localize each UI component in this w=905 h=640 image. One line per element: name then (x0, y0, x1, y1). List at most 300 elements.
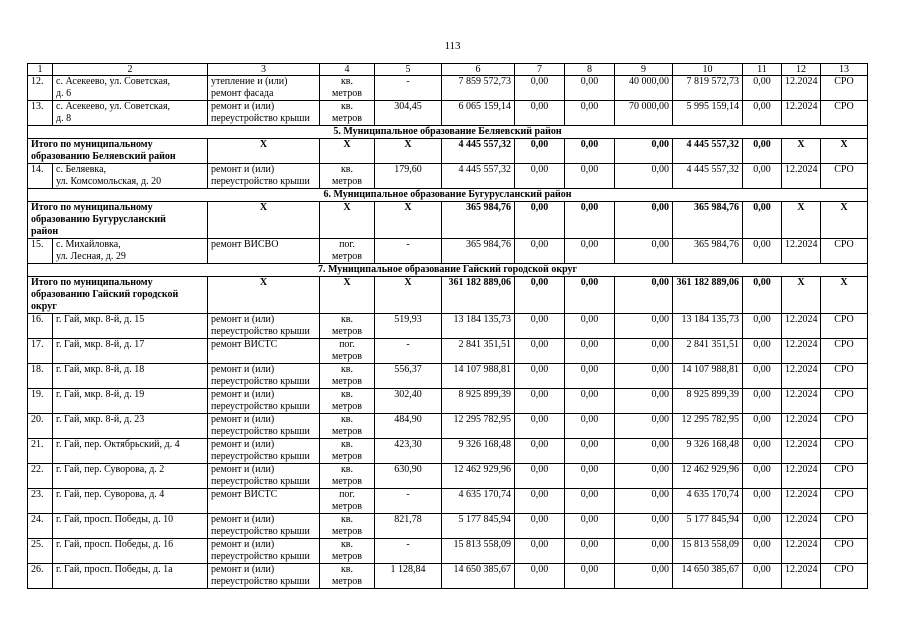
address (53, 76, 208, 101)
row-number: 25. (28, 539, 53, 564)
work-type (208, 489, 320, 514)
section-title: 7. Муниципальное образование Гайский городской округ (28, 264, 868, 277)
address (53, 339, 208, 364)
address-line: г. Гай, пер. Суворова, д. 4 (56, 489, 165, 500)
row-number: 12. (28, 76, 53, 101)
contractor: СРО (821, 239, 868, 264)
address-line: г. Гай, мкр. 8-й, д. 19 (56, 389, 145, 400)
cost-total: 4 445 557,32 (442, 164, 515, 189)
unit-line: кв. (340, 164, 354, 175)
unit (320, 364, 375, 389)
subtotal-row (28, 139, 868, 164)
cell-col5: Х (375, 277, 442, 314)
row-number: 17. (28, 339, 53, 364)
cell-col7: 0,00 (515, 164, 565, 189)
unit-line: кв. (340, 364, 354, 375)
work-type-line: ремонт и (или) (211, 464, 275, 475)
table-row (28, 514, 868, 539)
work-type-line: ремонт и (или) (211, 314, 275, 325)
column-number: 5 (375, 64, 442, 76)
column-number: 10 (673, 64, 743, 76)
work-type-line: переустройство крыши (211, 113, 310, 124)
section-title: 5. Муниципальное образование Беляевский район (28, 126, 868, 139)
cost-total: 5 177 845,94 (442, 514, 515, 539)
cell-col3: Х (208, 277, 320, 314)
cost-total: 12 295 782,95 (442, 414, 515, 439)
cell-col8: 0,00 (565, 239, 615, 264)
unit (320, 439, 375, 464)
cell-col9: 0,00 (615, 277, 673, 314)
work-type-line: переустройство крыши (211, 576, 310, 587)
row-number: 14. (28, 164, 53, 189)
contractor: СРО (821, 564, 868, 589)
address (53, 439, 208, 464)
unit (320, 514, 375, 539)
work-type-line: утепление и (или) (211, 76, 288, 87)
cell-col7: 0,00 (515, 202, 565, 239)
cell-col9: 0,00 (615, 202, 673, 239)
column-number: 11 (743, 64, 782, 76)
completion-date: 12.2024 (782, 539, 821, 564)
cell-col12: Х (782, 139, 821, 164)
unit-line: кв. (340, 539, 354, 550)
unit-line: кв. (340, 464, 354, 475)
cell-col9: 0,00 (615, 139, 673, 164)
unit-line: метров (332, 401, 362, 412)
unit (320, 564, 375, 589)
address-line: ул. Лесная, д. 29 (56, 251, 126, 262)
unit-line: кв. (340, 439, 354, 450)
row-number: 24. (28, 514, 53, 539)
cell-col7: 0,00 (515, 364, 565, 389)
column-number: 6 (442, 64, 515, 76)
cell-col9: 0,00 (615, 439, 673, 464)
unit (320, 239, 375, 264)
cell-col8: 0,00 (565, 339, 615, 364)
address (53, 564, 208, 589)
work-type-line: переустройство крыши (211, 426, 310, 437)
work-type (208, 339, 320, 364)
cell-col11: 0,00 (743, 439, 782, 464)
address-line: г. Гай, пер. Октябрьский, д. 4 (56, 439, 180, 450)
work-type-line: ремонт ВИСТС (211, 489, 278, 500)
row-number: 16. (28, 314, 53, 339)
cost-total: 365 984,76 (442, 239, 515, 264)
table-row (28, 389, 868, 414)
address-line: с. Михайловка, (56, 239, 121, 250)
cell-col10: 361 182 889,06 (673, 277, 743, 314)
address (53, 489, 208, 514)
work-type (208, 364, 320, 389)
cell-col11: 0,00 (743, 239, 782, 264)
section-heading-row (28, 264, 868, 277)
contractor: СРО (821, 76, 868, 101)
row-number: 18. (28, 364, 53, 389)
address-line: г. Гай, мкр. 8-й, д. 18 (56, 364, 145, 375)
cell-col7: 0,00 (515, 389, 565, 414)
address-line: г. Гай, мкр. 8-й, д. 17 (56, 339, 145, 350)
cell-col11: 0,00 (743, 139, 782, 164)
address-line: г. Гай, просп. Победы, д. 10 (56, 514, 174, 525)
unit-line: метров (332, 88, 362, 99)
address-line: г. Гай, пер. Суворова, д. 2 (56, 464, 165, 475)
cell-col9: 40 000,00 (615, 76, 673, 101)
cell-col10: 14 650 385,67 (673, 564, 743, 589)
area: 519,93 (375, 314, 442, 339)
cell-col11: 0,00 (743, 164, 782, 189)
completion-date: 12.2024 (782, 564, 821, 589)
cell-col12: Х (782, 202, 821, 239)
unit-line: метров (332, 113, 362, 124)
cell-col9: 0,00 (615, 314, 673, 339)
work-type-line: ремонт и (или) (211, 164, 275, 175)
cell-col8: 0,00 (565, 539, 615, 564)
address-line: д. 6 (56, 88, 72, 99)
contractor: СРО (821, 514, 868, 539)
cell-col7: 0,00 (515, 514, 565, 539)
cell-col3: Х (208, 202, 320, 239)
cell-col11: 0,00 (743, 464, 782, 489)
cost-total: 7 859 572,73 (442, 76, 515, 101)
unit (320, 489, 375, 514)
unit-line: кв. (340, 389, 354, 400)
cell-col10: 5 177 845,94 (673, 514, 743, 539)
area: 556,37 (375, 364, 442, 389)
cell-col7: 0,00 (515, 339, 565, 364)
unit-line: метров (332, 526, 362, 537)
subtotal-row (28, 277, 868, 314)
cell-col10: 14 107 988,81 (673, 364, 743, 389)
table-row (28, 101, 868, 126)
work-type-line: ремонт и (или) (211, 514, 275, 525)
completion-date: 12.2024 (782, 76, 821, 101)
contractor: СРО (821, 389, 868, 414)
unit-line: метров (332, 576, 362, 587)
address (53, 164, 208, 189)
subtotal-label-line: округ (31, 301, 57, 312)
unit-line: пог. (339, 489, 355, 500)
table-row (28, 564, 868, 589)
cell-col7: 0,00 (515, 277, 565, 314)
cell-col10: 7 819 572,73 (673, 76, 743, 101)
work-type (208, 439, 320, 464)
unit-line: пог. (339, 339, 355, 350)
work-type-line: переустройство крыши (211, 451, 310, 462)
work-type-line: переустройство крыши (211, 551, 310, 562)
work-type (208, 539, 320, 564)
row-number: 21. (28, 439, 53, 464)
completion-date: 12.2024 (782, 439, 821, 464)
cell-col8: 0,00 (565, 76, 615, 101)
cost-total: 13 184 135,73 (442, 314, 515, 339)
cell-col8: 0,00 (565, 101, 615, 126)
cost-total: 15 813 558,09 (442, 539, 515, 564)
work-type-line: переустройство крыши (211, 376, 310, 387)
area: - (375, 239, 442, 264)
unit (320, 101, 375, 126)
work-type (208, 314, 320, 339)
cell-col9: 0,00 (615, 339, 673, 364)
row-number: 22. (28, 464, 53, 489)
cell-col11: 0,00 (743, 314, 782, 339)
contractor: СРО (821, 364, 868, 389)
unit-line: кв. (340, 514, 354, 525)
unit-line: метров (332, 501, 362, 512)
subtotal-label-line: образованию Гайский городской (31, 289, 179, 300)
cell-total: 361 182 889,06 (442, 277, 515, 314)
cell-col7: 0,00 (515, 539, 565, 564)
work-type-line: ремонт и (или) (211, 539, 275, 550)
area: - (375, 489, 442, 514)
table-row (28, 414, 868, 439)
work-type-line: переустройство крыши (211, 401, 310, 412)
cell-total: 4 445 557,32 (442, 139, 515, 164)
completion-date: 12.2024 (782, 339, 821, 364)
cost-total: 14 650 385,67 (442, 564, 515, 589)
completion-date: 12.2024 (782, 389, 821, 414)
unit (320, 389, 375, 414)
cell-col7: 0,00 (515, 564, 565, 589)
work-type (208, 239, 320, 264)
cell-col11: 0,00 (743, 539, 782, 564)
row-number: 13. (28, 101, 53, 126)
completion-date: 12.2024 (782, 489, 821, 514)
work-type-line: ремонт и (или) (211, 414, 275, 425)
section-heading-row (28, 189, 868, 202)
address (53, 314, 208, 339)
cell-col9: 0,00 (615, 389, 673, 414)
cell-col12: Х (782, 277, 821, 314)
cell-col3: Х (208, 139, 320, 164)
cell-col10: 8 925 899,39 (673, 389, 743, 414)
work-type (208, 414, 320, 439)
work-type-line: переустройство крыши (211, 326, 310, 337)
unit-line: кв. (340, 101, 354, 112)
cell-col10: 9 326 168,48 (673, 439, 743, 464)
table-row (28, 339, 868, 364)
unit (320, 539, 375, 564)
unit-line: кв. (340, 314, 354, 325)
work-type-line: ремонт и (или) (211, 364, 275, 375)
row-number: 20. (28, 414, 53, 439)
cost-total: 12 462 929,96 (442, 464, 515, 489)
work-type-line: переустройство крыши (211, 476, 310, 487)
cell-col7: 0,00 (515, 464, 565, 489)
table-row (28, 489, 868, 514)
address-line: с. Асекеево, ул. Советская, (56, 101, 171, 112)
cell-col10: 15 813 558,09 (673, 539, 743, 564)
unit-line: кв. (340, 414, 354, 425)
cell-col8: 0,00 (565, 489, 615, 514)
cell-col11: 0,00 (743, 101, 782, 126)
cell-col13: Х (821, 139, 868, 164)
completion-date: 12.2024 (782, 514, 821, 539)
cell-col8: 0,00 (565, 514, 615, 539)
cell-col9: 0,00 (615, 364, 673, 389)
cell-col10: 365 984,76 (673, 202, 743, 239)
table-row (28, 164, 868, 189)
area: 302,40 (375, 389, 442, 414)
cell-col9: 0,00 (615, 414, 673, 439)
contractor: СРО (821, 489, 868, 514)
cell-col9: 0,00 (615, 464, 673, 489)
cell-col7: 0,00 (515, 101, 565, 126)
table-row (28, 239, 868, 264)
cell-col9: 0,00 (615, 514, 673, 539)
address (53, 389, 208, 414)
row-number: 26. (28, 564, 53, 589)
unit-line: метров (332, 376, 362, 387)
work-type-line: ремонт и (или) (211, 439, 275, 450)
subtotal-label (28, 277, 208, 314)
work-type-line: ремонт ВИСВО (211, 239, 279, 250)
area: 630,90 (375, 464, 442, 489)
cell-col8: 0,00 (565, 277, 615, 314)
cell-col7: 0,00 (515, 139, 565, 164)
work-type (208, 464, 320, 489)
unit-line: метров (332, 251, 362, 262)
table-row (28, 464, 868, 489)
address-line: с. Беляевка, (56, 164, 107, 175)
subtotal-row (28, 202, 868, 239)
address-line: г. Гай, просп. Победы, д. 1а (56, 564, 173, 575)
cell-col8: 0,00 (565, 564, 615, 589)
contractor: СРО (821, 314, 868, 339)
unit-line: метров (332, 476, 362, 487)
address (53, 514, 208, 539)
area: 304,45 (375, 101, 442, 126)
section-title: 6. Муниципальное образование Бугурусланский район (28, 189, 868, 202)
cell-col10: 13 184 135,73 (673, 314, 743, 339)
work-type (208, 164, 320, 189)
unit-line: метров (332, 426, 362, 437)
address-line: д. 8 (56, 113, 72, 124)
unit-line: метров (332, 326, 362, 337)
column-number: 12 (782, 64, 821, 76)
cost-total: 8 925 899,39 (442, 389, 515, 414)
unit (320, 414, 375, 439)
completion-date: 12.2024 (782, 239, 821, 264)
column-number: 4 (320, 64, 375, 76)
subtotal-label-line: Итого по муниципальному (31, 139, 153, 150)
cell-col8: 0,00 (565, 464, 615, 489)
subtotal-label (28, 202, 208, 239)
subtotal-label-line: район (31, 226, 59, 237)
unit-line: метров (332, 551, 362, 562)
work-type-line: переустройство крыши (211, 526, 310, 537)
unit-line: пог. (339, 239, 355, 250)
work-type-line: ремонт ВИСТС (211, 339, 278, 350)
address (53, 539, 208, 564)
table-row (28, 364, 868, 389)
cell-col11: 0,00 (743, 414, 782, 439)
cell-col10: 4 445 557,32 (673, 164, 743, 189)
cell-col11: 0,00 (743, 389, 782, 414)
work-type-line: ремонт и (или) (211, 389, 275, 400)
cell-col13: Х (821, 277, 868, 314)
work-type (208, 389, 320, 414)
contractor: СРО (821, 539, 868, 564)
address (53, 464, 208, 489)
unit (320, 314, 375, 339)
contractor: СРО (821, 414, 868, 439)
cell-col4: Х (320, 202, 375, 239)
column-number: 1 (28, 64, 53, 76)
cell-col8: 0,00 (565, 314, 615, 339)
cell-col7: 0,00 (515, 439, 565, 464)
unit-line: кв. (340, 76, 354, 87)
cell-col11: 0,00 (743, 514, 782, 539)
cell-col10: 5 995 159,14 (673, 101, 743, 126)
unit-line: кв. (340, 564, 354, 575)
cell-col8: 0,00 (565, 364, 615, 389)
area: 821,78 (375, 514, 442, 539)
cell-col9: 0,00 (615, 164, 673, 189)
completion-date: 12.2024 (782, 101, 821, 126)
unit (320, 76, 375, 101)
subtotal-label (28, 139, 208, 164)
section-heading-row (28, 126, 868, 139)
cell-col7: 0,00 (515, 314, 565, 339)
completion-date: 12.2024 (782, 464, 821, 489)
cell-col5: Х (375, 202, 442, 239)
row-number: 15. (28, 239, 53, 264)
address (53, 239, 208, 264)
cell-col7: 0,00 (515, 239, 565, 264)
cell-col13: Х (821, 202, 868, 239)
completion-date: 12.2024 (782, 364, 821, 389)
cell-col7: 0,00 (515, 489, 565, 514)
address (53, 364, 208, 389)
address-line: г. Гай, мкр. 8-й, д. 15 (56, 314, 145, 325)
work-type (208, 564, 320, 589)
cell-col11: 0,00 (743, 489, 782, 514)
repair-program-table (27, 63, 868, 589)
area: 179,60 (375, 164, 442, 189)
completion-date: 12.2024 (782, 414, 821, 439)
cell-col10: 12 462 929,96 (673, 464, 743, 489)
cell-col9: 0,00 (615, 539, 673, 564)
cell-col9: 70 000,00 (615, 101, 673, 126)
cell-col10: 4 635 170,74 (673, 489, 743, 514)
cell-col8: 0,00 (565, 164, 615, 189)
table-row (28, 539, 868, 564)
contractor: СРО (821, 101, 868, 126)
table-row (28, 314, 868, 339)
cell-col10: 4 445 557,32 (673, 139, 743, 164)
contractor: СРО (821, 439, 868, 464)
cell-col8: 0,00 (565, 389, 615, 414)
cell-col8: 0,00 (565, 202, 615, 239)
column-number: 2 (53, 64, 208, 76)
completion-date: 12.2024 (782, 164, 821, 189)
area: 484,90 (375, 414, 442, 439)
work-type-line: переустройство крыши (211, 176, 310, 187)
cell-col11: 0,00 (743, 76, 782, 101)
address (53, 101, 208, 126)
address-line: с. Асекеево, ул. Советская, (56, 76, 171, 87)
cell-col8: 0,00 (565, 139, 615, 164)
area: - (375, 539, 442, 564)
area: 1 128,84 (375, 564, 442, 589)
cell-col11: 0,00 (743, 364, 782, 389)
contractor: СРО (821, 339, 868, 364)
subtotal-label-line: образованию Бугурусланский (31, 214, 166, 225)
cell-col9: 0,00 (615, 564, 673, 589)
unit-line: метров (332, 176, 362, 187)
cell-col10: 365 984,76 (673, 239, 743, 264)
unit (320, 164, 375, 189)
